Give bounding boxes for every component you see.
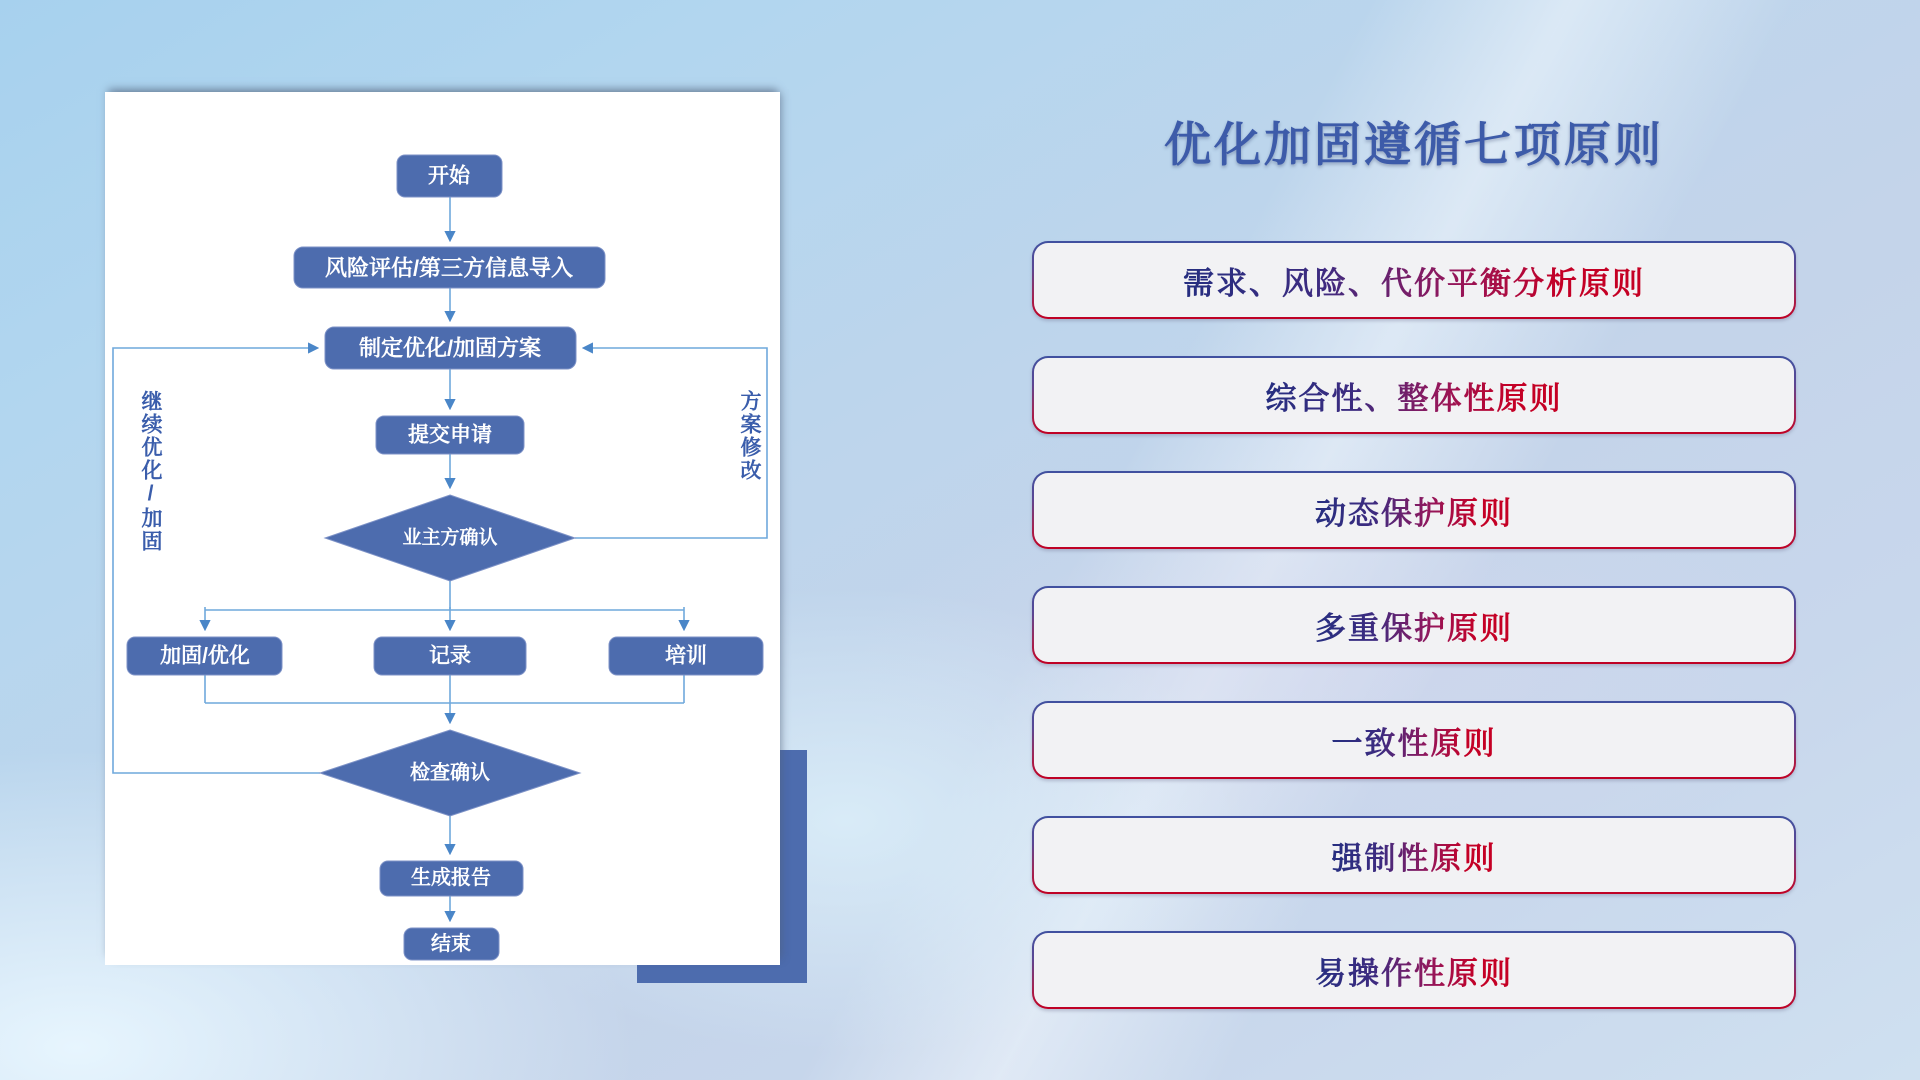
- flowchart: [105, 92, 780, 965]
- flow-node-end-label: 结束: [431, 933, 471, 955]
- flow-node-submit: [376, 416, 524, 454]
- principle-text-1: 需求、风险、代价平衡分析原则: [1183, 258, 1645, 303]
- flow-node-record: [374, 637, 526, 675]
- principle-text-6: 强制性原则: [1332, 833, 1497, 878]
- flow-node-risk-import: [294, 247, 605, 288]
- flow-node-submit-label: 提交申请: [408, 423, 492, 447]
- principle-text-4: 多重保护原则: [1315, 603, 1513, 648]
- loop-label-plan-revision: 方案修改: [738, 390, 761, 482]
- flowchart-card: [105, 92, 780, 965]
- flow-node-risk-import-label: 风险评估/第三方信息导入: [324, 255, 574, 281]
- principle-box-2: [1032, 356, 1796, 434]
- flow-decision-check-confirm-label: 检查确认: [410, 762, 490, 784]
- page-title: 优化加固遵循七项原则: [1164, 118, 1664, 171]
- principle-box-6: [1032, 816, 1796, 894]
- principle-box-7: [1032, 931, 1796, 1009]
- flow-node-end: [404, 928, 499, 960]
- principle-box-4: [1032, 586, 1796, 664]
- flow-node-record-label: 记录: [429, 644, 471, 668]
- principle-text-3: 动态保护原则: [1315, 488, 1513, 533]
- flow-node-training: [609, 637, 763, 675]
- principle-text-5: 一致性原则: [1332, 718, 1497, 763]
- principle-box-1: [1032, 241, 1796, 319]
- flow-node-report: [380, 861, 523, 896]
- flow-node-plan-label: 制定优化/加固方案: [358, 335, 542, 361]
- flow-node-report-label: 生成报告: [411, 867, 491, 889]
- flow-node-start-label: 开始: [428, 164, 470, 188]
- principle-text-2: 综合性、整体性原则: [1266, 373, 1563, 418]
- flow-node-reinforce: [127, 637, 282, 675]
- flow-node-plan: [325, 327, 576, 369]
- flow-node-training-label: 培训: [665, 644, 707, 668]
- flow-node-reinforce-label: 加固/优化: [160, 644, 250, 668]
- flow-decision-check-confirm: [320, 730, 580, 816]
- principle-text-7: 易操作性原则: [1315, 948, 1513, 993]
- flow-decision-owner-confirm-label: 业主方确认: [402, 527, 498, 549]
- principle-box-3: [1032, 471, 1796, 549]
- principle-box-5: [1032, 701, 1796, 779]
- loop-label-continue-optimize: 继续优化/加固: [139, 390, 162, 553]
- principles-list: [1032, 241, 1796, 1009]
- flow-decision-owner-confirm: [325, 495, 575, 581]
- flow-node-start: [397, 155, 502, 197]
